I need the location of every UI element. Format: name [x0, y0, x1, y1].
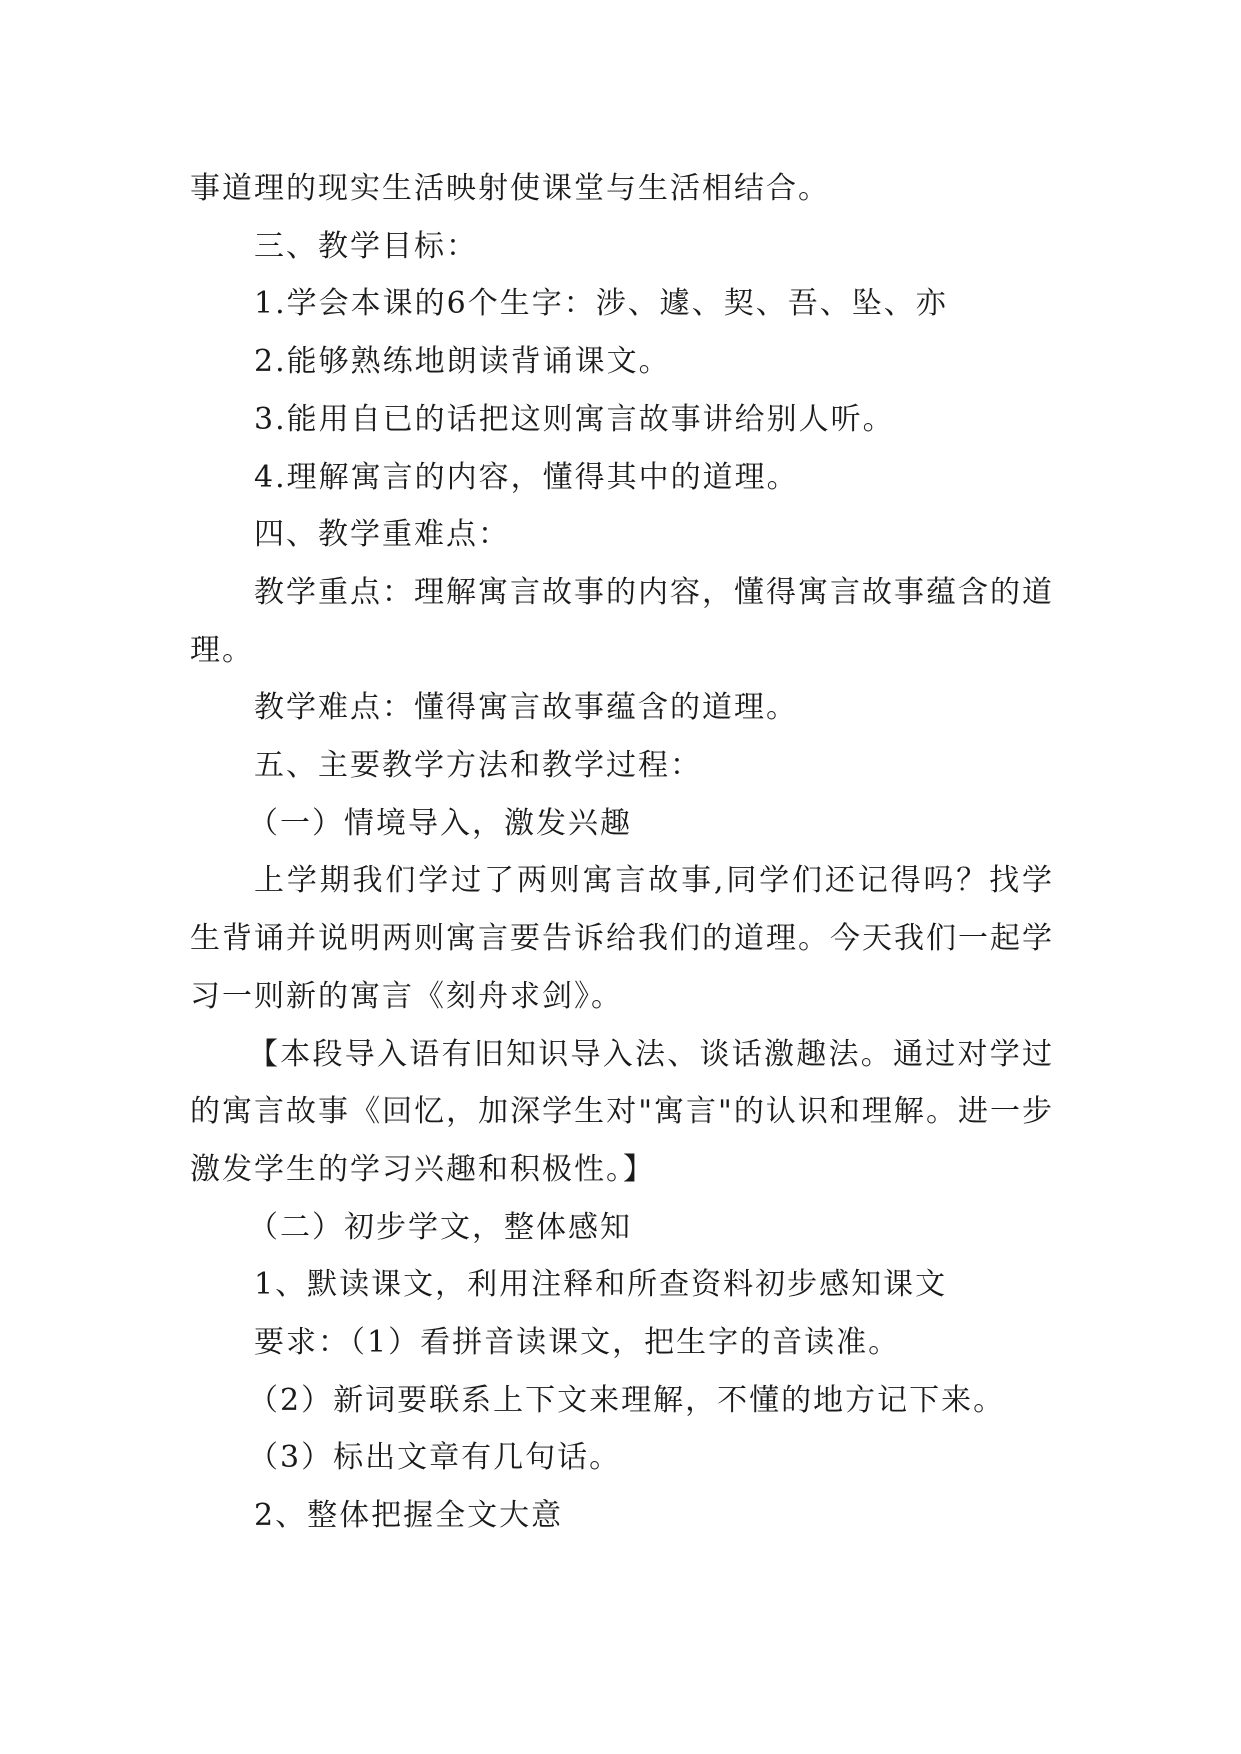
heading-teaching-goals: 三、教学目标：: [254, 228, 478, 264]
note-paragraph: 【本段导入语有旧知识导入法、谈话激趣法。通过对学过的寓言故事《回忆，加深学生对"寓言"的认识和理解。进一步激发学生的学习兴趣和积极性。】: [190, 1036, 1054, 1187]
requirement-3: （3）标出文章有几句话。: [248, 1440, 622, 1476]
requirement-2: （2）新词要联系上下文来理解，不懂的地方记下来。: [248, 1382, 1006, 1418]
step-item-2: 2、整体把握全文大意: [254, 1498, 564, 1534]
difficulty-paragraph: 教学难点：懂得寓言故事蕴含的道理。: [254, 690, 798, 726]
requirement-1: 要求：（1）看拼音读课文，把生字的音读准。: [254, 1325, 901, 1361]
subheading-reading: （二）初步学文，整体感知: [248, 1209, 632, 1245]
paragraph-continuation: 事道理的现实生活映射使课堂与生活相结合。: [190, 171, 830, 206]
goal-item-2: 2.能够熟练地朗读背诵课文。: [254, 344, 671, 380]
goal-item-4: 4.理解寓言的内容，懂得其中的道理。: [254, 459, 799, 495]
key-point-paragraph: 教学重点：理解寓言故事的内容，懂得寓言故事蕴含的道理。: [190, 574, 1054, 668]
document-body: [190, 160, 1054, 1545]
heading-key-points: 四、教学重难点：: [254, 517, 510, 553]
step-item-1: 1、默读课文，利用注释和所查资料初步感知课文: [254, 1267, 948, 1303]
heading-methods: 五、主要教学方法和教学过程：: [254, 748, 702, 784]
goal-item-3: 3.能用自已的话把这则寓言故事讲给别人听。: [254, 401, 895, 437]
intro-paragraph: 上学期我们学过了两则寓言故事,同学们还记得吗？找学生背诵并说明两则寓言要告诉给我们的道理。今天我们一起学习一则新的寓言《刻舟求剑》。: [190, 863, 1054, 1014]
subheading-intro: （一）情境导入，激发兴趣: [248, 805, 632, 841]
goal-item-1: 1.学会本课的6个生字：涉、遽、契、吾、坠、亦: [254, 286, 948, 322]
